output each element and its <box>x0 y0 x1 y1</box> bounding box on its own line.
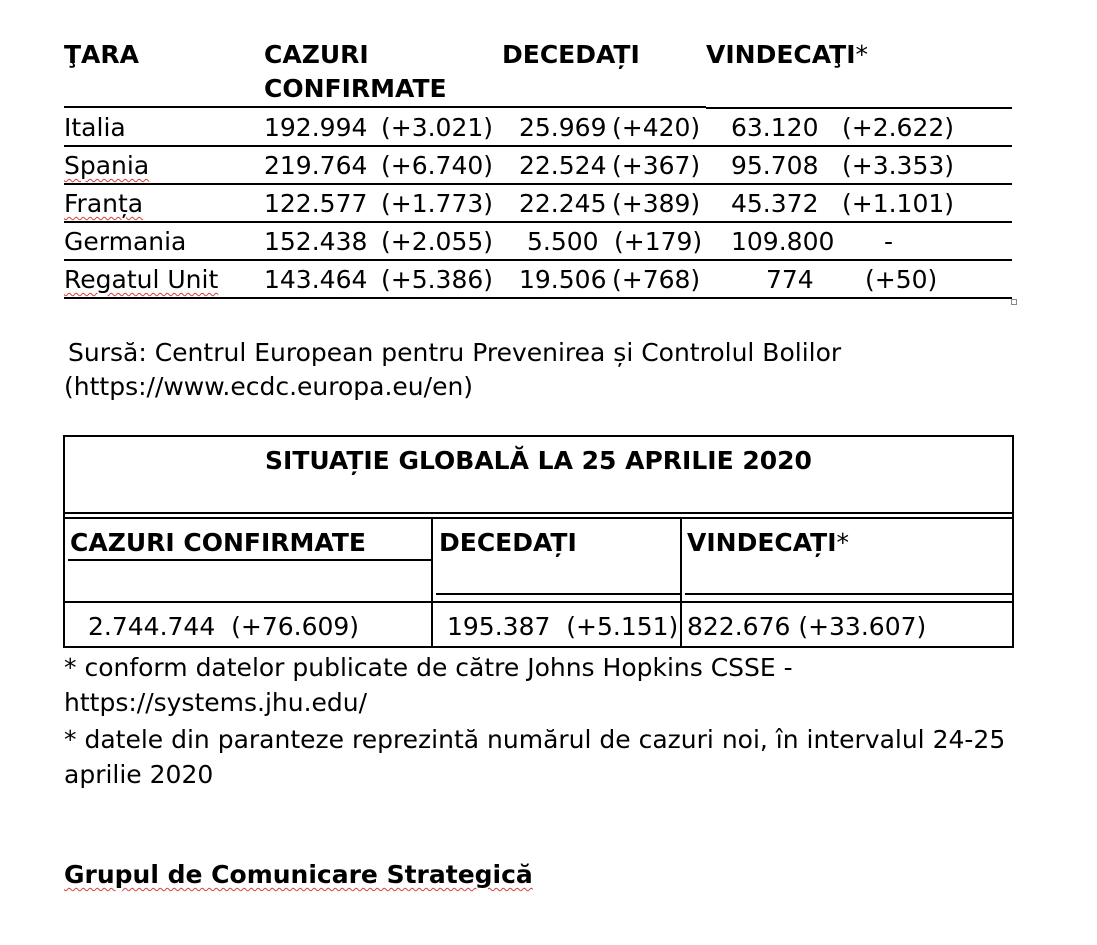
header-deaths: DECEDAȚI <box>502 40 640 69</box>
header-confirmed-line2: CONFIRMATE <box>264 74 447 103</box>
deaths-value: 22.524 <box>519 151 607 180</box>
country-name: Regatul Unit <box>64 265 219 294</box>
header-rule <box>685 593 1012 595</box>
confirmed-value: 152.438 <box>264 227 368 256</box>
table-rule <box>64 259 1012 261</box>
source-link[interactable]: (https://www.ecdc.europa.eu/en) <box>64 372 474 401</box>
column-divider <box>680 517 682 647</box>
recovered-new: (+1.101) <box>842 189 955 218</box>
table-rule <box>64 221 1012 223</box>
table-rule <box>64 145 1012 147</box>
header-recovered: VINDECAŢI* <box>706 40 869 69</box>
global-recovered-value: 822.676 (+33.607) <box>687 612 927 641</box>
recovered-value: 63.120 <box>731 113 819 142</box>
header-rule <box>436 593 680 595</box>
note-jhu-line1: * conform datelor publicate de către Johns Hopkins CSSE - <box>64 653 793 682</box>
recovered-value: 95.708 <box>731 151 819 180</box>
deaths-value: 25.969 <box>519 113 607 142</box>
header-recovered: VINDECAȚI* <box>687 528 850 557</box>
table-resize-handle[interactable] <box>1011 299 1017 305</box>
note-parentheses-line1: * datele din paranteze reprezintă numărul de cazuri noi, în intervalul 24-25 <box>64 725 1006 754</box>
signature: Grupul de Comunicare Strategică <box>64 860 533 889</box>
table-rule <box>64 183 1012 185</box>
column-divider <box>431 517 433 647</box>
note-parentheses-line2: aprilie 2020 <box>64 760 214 789</box>
deaths-new: (+420) <box>612 113 701 142</box>
asterisk-mark: * <box>836 528 850 557</box>
header-country: ŢARA <box>64 40 139 69</box>
source-line1: Sursă: Centrul European pentru Prevenirea și Controlul Bolilor <box>68 338 842 367</box>
table-rule <box>64 106 706 108</box>
confirmed-value: 143.464 <box>264 265 368 294</box>
table-border <box>63 601 1014 603</box>
recovered-new: (+50) <box>865 265 938 294</box>
global-table-title: SITUAȚIE GLOBALĂ LA 25 APRILIE 2020 <box>265 446 812 475</box>
global-confirmed-value: 2.744.744 (+76.609) <box>88 612 360 641</box>
confirmed-value: 219.764 <box>264 151 368 180</box>
confirmed-value: 192.994 <box>264 113 368 142</box>
recovered-value: 109.800 <box>731 227 835 256</box>
confirmed-value: 122.577 <box>264 189 368 218</box>
header-confirmed-line1: CAZURI <box>264 40 369 69</box>
table-border <box>63 512 1014 514</box>
confirmed-new: (+5.386) <box>381 265 494 294</box>
confirmed-new: (+6.740) <box>381 151 494 180</box>
deaths-new: (+768) <box>612 265 701 294</box>
deaths-new: (+179) <box>614 227 703 256</box>
note-jhu-link[interactable]: https://systems.jhu.edu/ <box>64 688 368 717</box>
table-border <box>63 435 1014 437</box>
recovered-new: (+2.622) <box>842 113 955 142</box>
deaths-value: 19.506 <box>519 265 607 294</box>
country-name: Germania <box>64 227 187 256</box>
country-name: Spania <box>64 151 150 180</box>
asterisk-mark: * <box>855 40 869 69</box>
recovered-value: 774 <box>766 265 814 294</box>
table-border <box>63 646 1014 648</box>
recovered-new: - <box>884 227 894 256</box>
deaths-new: (+389) <box>612 189 701 218</box>
header-deaths: DECEDAȚI <box>439 528 577 557</box>
country-name: Franța <box>64 189 144 218</box>
deaths-new: (+367) <box>612 151 701 180</box>
recovered-value: 45.372 <box>731 189 819 218</box>
confirmed-new: (+1.773) <box>381 189 494 218</box>
deaths-value: 5.500 <box>527 227 599 256</box>
confirmed-new: (+3.021) <box>381 113 494 142</box>
table-border <box>63 517 1014 519</box>
country-name: Italia <box>64 113 126 142</box>
table-rule <box>64 297 1012 299</box>
header-confirmed: CAZURI CONFIRMATE <box>70 528 366 557</box>
table-rule <box>706 107 1012 109</box>
deaths-value: 22.245 <box>519 189 607 218</box>
confirmed-new: (+2.055) <box>381 227 494 256</box>
global-deaths-value: 195.387 (+5.151) <box>447 612 679 641</box>
recovered-new: (+3.353) <box>842 151 955 180</box>
